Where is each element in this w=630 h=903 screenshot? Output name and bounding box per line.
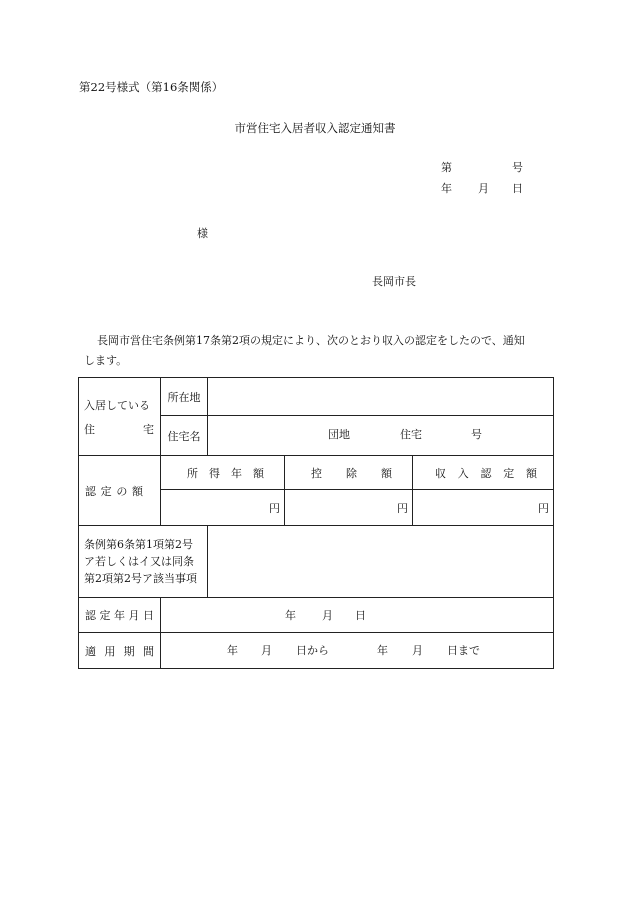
period-start-year: 年 [227,644,238,657]
housing-jutaku: 住宅 [400,428,422,441]
ref-go: 号 [512,161,523,174]
issue-year-label: 年 [441,182,452,195]
certified-income-header [413,456,554,490]
cert-date-label-char: 認 [85,609,96,622]
clause-label-line3: 第2項第2号ア該当事項 [84,572,197,586]
income-amount-field[interactable] [161,490,285,526]
certified-income-field[interactable] [413,490,554,526]
table-row-location [79,378,554,416]
income-header-char: 得 [209,466,220,480]
issue-day-label: 日 [512,182,523,195]
cert-date-label-char: 定 [99,609,111,622]
clause-label-line1: 条例第6条第1項第2号 [84,537,193,551]
income-header-text [181,465,270,481]
residence-label-line1: 入居している [84,398,150,412]
housing-name-label: 住宅名 [161,416,208,456]
yen-unit: 円 [538,501,550,515]
deduction-header-char: 額 [381,466,392,480]
certification-table [78,377,554,669]
residence-label-line2 [84,421,154,437]
form-number: 第22号様式（第16条関係） [79,80,224,94]
body-text-line-2: します。 [84,354,128,367]
certified-income-header-text [429,465,543,481]
deduction-amount-field[interactable] [285,490,413,526]
amount-label-char: 定 [100,484,112,498]
residence-label-taku: 宅 [143,422,154,436]
housing-danchi: 団地 [328,428,350,441]
ref-dai: 第 [441,161,452,174]
housing-name-field[interactable] [208,416,554,456]
document-title: 市営住宅入居者収入認定通知書 [234,121,396,135]
body-text-line-1: 長岡市営住宅条例第17条第2項の規定により、次のとおり収入の認定をしたので、通知 [97,334,525,347]
table-row-cert-date [79,598,554,633]
clause-label-cell [79,526,208,598]
amount-label-char: の [116,484,128,498]
period-label-char: 適 [85,644,96,658]
yen-unit: 円 [269,501,280,515]
income-header-char: 額 [253,466,264,480]
cert-date-label-char: 月 [128,609,140,622]
cert-date-year: 年 [285,609,296,622]
cert-date-label-char: 年 [114,609,125,622]
cert-date-label-char: 日 [143,609,154,622]
table-row-period [79,633,554,669]
location-value-field[interactable] [208,378,554,416]
amount-label-char: 認 [85,484,96,498]
period-label [79,643,160,659]
certified-header-char: 入 [457,466,469,480]
deduction-header-char: 除 [346,466,357,480]
certified-header-char: 定 [503,466,515,480]
issue-month-label: 月 [478,182,489,195]
cert-date-month: 月 [322,609,333,622]
period-label-char: 間 [142,644,154,658]
period-end-month: 月 [412,644,423,657]
certified-header-char: 収 [435,466,446,480]
certified-header-char: 額 [526,466,537,480]
amount-label-char: 額 [131,484,143,498]
income-header-char: 年 [231,466,242,480]
certified-header-char: 認 [480,466,492,480]
residence-label-cell [79,378,161,456]
yen-unit: 円 [397,501,408,515]
location-label: 所在地 [161,378,208,416]
housing-go: 号 [471,428,482,441]
amount-label-cell [79,456,161,526]
clause-label-line2: ア若しくはイ又は同条 [84,554,194,568]
period-label-cell [79,633,161,669]
period-field[interactable] [161,633,554,669]
cert-date-label-cell [79,598,161,633]
period-label-char: 期 [123,644,135,658]
amount-label [79,483,149,499]
cert-date-label [79,607,160,623]
period-end-day: 日まで [447,644,480,657]
deduction-header-char: 控 [311,466,322,480]
clause-value-field[interactable] [208,526,554,598]
period-start-month: 月 [261,644,272,657]
table-row-amount-header [79,456,554,490]
income-header-char: 所 [187,466,198,480]
addressee-suffix: 様 [197,227,208,240]
period-start-day: 日から [296,644,329,657]
residence-label-ju: 住 [84,422,95,436]
table-row-clause [79,526,554,598]
cert-date-field[interactable] [161,598,554,633]
deduction-header [285,456,413,490]
issuer-name: 長岡市長 [372,275,416,288]
deduction-header-text [305,465,398,481]
income-header [161,456,285,490]
period-label-char: 用 [104,644,116,658]
cert-date-day: 日 [355,609,366,622]
period-end-year: 年 [377,644,388,657]
